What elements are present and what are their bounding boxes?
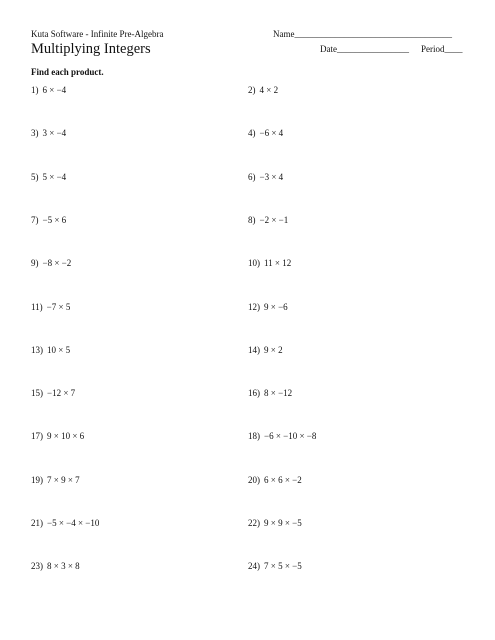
problem-number: 5) <box>31 171 39 182</box>
name-field: Name___________________________________ <box>273 29 452 39</box>
problem-item <box>248 345 283 355</box>
problem-item <box>248 302 288 312</box>
problem-number: 10) <box>248 258 260 269</box>
problem-number: 6) <box>248 171 256 182</box>
problem-number: 22) <box>248 518 260 528</box>
problem-expression: 9 × −6 <box>264 301 288 312</box>
problem-expression: −2 × −1 <box>259 214 289 225</box>
problem-item <box>248 128 283 138</box>
problem-expression: 11 × 12 <box>264 258 292 269</box>
problem-number: 2) <box>248 85 256 95</box>
problem-number: 7) <box>31 214 39 225</box>
problem-item <box>248 475 302 485</box>
problem-item <box>31 475 80 485</box>
problem-item <box>31 172 66 182</box>
problem-expression: 8 × −12 <box>264 388 293 399</box>
problem-number: 12) <box>248 301 260 312</box>
problem-item <box>248 388 292 398</box>
date-field: Date________________ <box>320 44 409 54</box>
problem-expression: 6 × 6 × −2 <box>264 474 302 485</box>
problem-number: 20) <box>248 474 260 485</box>
problem-item <box>31 518 99 528</box>
problem-number: 9) <box>31 258 39 269</box>
problem-expression: 5 × −4 <box>42 171 67 182</box>
problem-expression: −6 × −10 × −8 <box>264 431 317 442</box>
problem-item <box>248 431 316 441</box>
problem-number: 21) <box>31 518 43 528</box>
problem-expression: 9 × 10 × 6 <box>47 431 85 442</box>
problem-number: 19) <box>31 474 43 485</box>
problem-item <box>248 215 288 225</box>
problem-expression: −3 × 4 <box>259 171 284 182</box>
problem-number: 3) <box>31 128 39 139</box>
problem-item <box>31 345 70 355</box>
problem-expression: 9 × 9 × −5 <box>264 518 302 528</box>
problem-number: 18) <box>248 431 260 442</box>
problem-number: 14) <box>248 344 260 355</box>
problem-item <box>31 302 70 312</box>
problem-expression: −12 × 7 <box>47 388 76 399</box>
problem-expression: 4 × 2 <box>259 85 279 95</box>
problem-number: 23) <box>31 561 43 572</box>
problem-number: 13) <box>31 344 43 355</box>
problem-item <box>248 258 291 268</box>
problem-number: 17) <box>31 431 43 442</box>
problem-number: 1) <box>31 85 39 95</box>
problem-number: 16) <box>248 388 260 399</box>
problem-expression: −7 × 5 <box>46 301 71 312</box>
problem-expression: −5 × −4 × −10 <box>47 518 100 528</box>
problem-item <box>248 518 302 528</box>
problem-number: 8) <box>248 214 256 225</box>
problem-item <box>31 85 66 95</box>
problem-item <box>248 172 283 182</box>
problem-expression: 8 × 3 × 8 <box>47 561 80 572</box>
problem-item <box>31 431 84 441</box>
problem-item <box>248 85 278 95</box>
problem-item <box>248 561 302 571</box>
instructions: Find each product. <box>31 67 104 77</box>
problem-item <box>31 258 71 268</box>
problem-number: 4) <box>248 128 256 139</box>
publisher-label: Kuta Software - Infinite Pre-Algebra <box>31 29 164 39</box>
problem-expression: −8 × −2 <box>42 258 72 269</box>
problem-expression: 6 × −4 <box>42 85 67 95</box>
problem-expression: 9 × 2 <box>264 344 283 355</box>
problem-number: 15) <box>31 388 43 399</box>
problem-expression: 7 × 9 × 7 <box>47 474 80 485</box>
problem-number: 11) <box>31 301 43 312</box>
worksheet-title: Multiplying Integers <box>31 41 151 57</box>
problem-number: 24) <box>248 561 260 572</box>
problem-expression: 7 × 5 × −5 <box>264 561 302 572</box>
period-field: Period____ <box>421 44 463 54</box>
problem-item <box>31 215 66 225</box>
problem-item <box>31 128 66 138</box>
problem-item <box>31 561 80 571</box>
problem-expression: −6 × 4 <box>259 128 284 139</box>
problem-expression: 3 × −4 <box>42 128 67 139</box>
problem-expression: 10 × 5 <box>47 344 71 355</box>
problem-expression: −5 × 6 <box>42 214 67 225</box>
problem-item <box>31 388 75 398</box>
